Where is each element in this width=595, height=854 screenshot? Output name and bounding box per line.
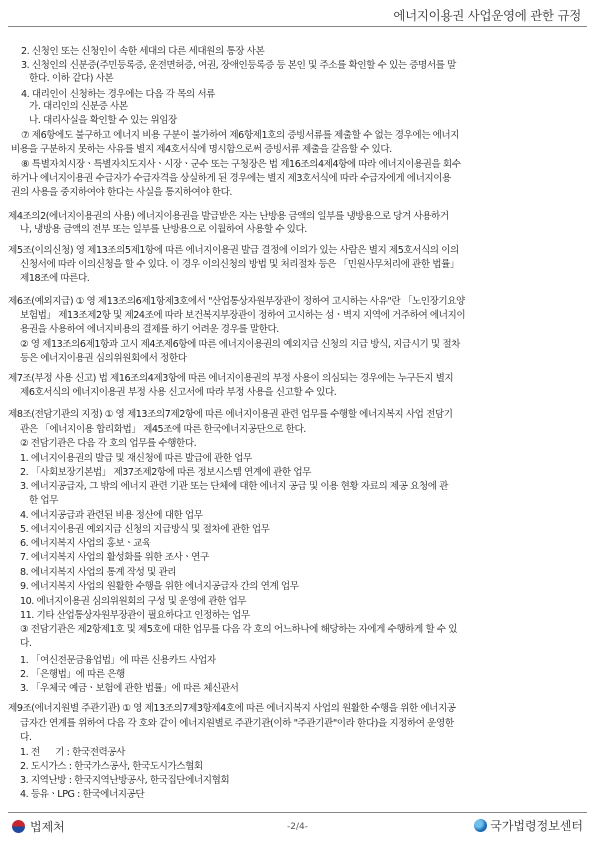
body-line: 다.: [20, 732, 32, 743]
body-line: 제6조(예외지급) ① 영 제13조의6제1항제3호에서 "산업통상자원부장관이 정하여 고시하는 사유"란 「노인장기요양: [8, 296, 465, 307]
body-line: 제7조(부정 사용 신고) 법 제16조의4제3항에 따른 에너지이용권의 부정 사용이 의심되는 경우에는 누구든지 별지: [8, 373, 454, 384]
body-line: 5. 에너지이용권 예외지급 신청의 지급방식 및 절차에 관한 업무: [20, 524, 270, 535]
body-line: 7. 에너지복지 사업의 활성화를 위한 조사ㆍ연구: [20, 552, 209, 563]
body-line: 보험법」 제13조제2항 및 제24조에 따라 보건복지부장관이 정하여 고시하는 섬ㆍ벽지 지역에 거주하여 에너지이: [20, 310, 466, 321]
body-line: 2. 「은행법」에 따른 은행: [20, 669, 125, 680]
body-line: 2. 「사회보장기본법」 제37조제2항에 따른 정보시스템 연계에 관한 업무: [20, 467, 311, 478]
body-line: 제9조(에너지원별 주관기관) ① 영 제13조의7제3항제4호에 따른 에너지복지 사업의 원활한 수행을 위한 에너지공: [8, 703, 456, 714]
body-line: 제18조에 따른다.: [20, 273, 90, 284]
body-line: ② 영 제13조의6제1항과 고시 제4조제6항에 따른 에너지이용권의 예외지급 신청의 지급 방식, 지급시기 및 절차: [20, 339, 460, 350]
globe-icon: [474, 819, 487, 832]
body-line: 4. 에너지공급과 관련된 비용 정산에 대한 업무: [20, 510, 203, 521]
body-line: ② 전담기관은 다음 각 호의 업무를 수행한다.: [20, 438, 197, 449]
body-line: 1. 전 기 : 한국전력공사: [20, 747, 125, 758]
body-line: 제8조(전담기관의 지정) ① 영 제13조의7제2항에 따른 에너지이용권 관련 업무를 수행할 에너지복지 사업 전담기: [8, 409, 453, 420]
body-line: 나, 냉방용 금액의 전부 또는 일부를 난방용으로 이월하여 사용할 수 있다.: [20, 224, 307, 235]
body-line: ⑦ 제6항에도 불구하고 에너지 비용 구분이 불가하여 제6항제1호의 증빙서류를 제출할 수 없는 경우에는 에너지: [21, 130, 460, 141]
footer-rule: [8, 812, 587, 813]
body-line: 제6호서식의 에너지이용권 부정 사용 신고서에 따라 부정 사용을 신고할 수 있다.: [20, 387, 337, 398]
document-header-title: 에너지이용권 사업운영에 관한 규정: [393, 8, 581, 23]
footer-right-label: 국가법령정보센터: [490, 819, 583, 833]
body-line: 9. 에너지복지 사업의 원활한 수행을 위한 에너지공급자 간의 연계 업무: [20, 581, 299, 592]
body-line: 제5조(이의신청) 영 제13조의5제1항에 따른 에너지이용권 발급 결정에 이의가 있는 사람은 별지 제5호서식의 이의: [8, 245, 459, 256]
body-line: 용권을 사용하여 에너지비용의 결제를 하기 어려운 경우를 말한다.: [20, 324, 279, 335]
body-line: 하거나 에너지이용권 수급자가 수급자격을 상실하게 된 경우에는 별지 제3호서식에 따라 수급자에게 에너지이용: [11, 173, 451, 184]
body-line: 급자간 연계를 위하여 다음 각 호와 같이 에너지원별로 주관기관(이하 "주관기관"이라 한다)을 지정하여 운영한: [20, 718, 454, 729]
body-line: 2. 신청인 또는 신청인이 속한 세대의 다른 세대원의 통장 사본: [21, 46, 265, 57]
body-line: 4. 등유ㆍLPG : 한국에너지공단: [20, 789, 145, 800]
body-line: 3. 지역난방 : 한국지역난방공사, 한국집단에너지협회: [20, 775, 230, 786]
body-line: 1. 「여신전문금융업법」에 따른 신용카드 사업자: [20, 655, 216, 666]
body-line: 11. 기타 산업통상자원부장관이 필요하다고 인정하는 업무: [20, 610, 250, 621]
body-line: 신청서에 따라 이의신청을 할 수 있다. 이 경우 이의신청의 방법 및 처리절차 등은 「민원사무처리에 관한 법률」: [20, 259, 460, 270]
body-line: 3. 신청인의 신분증(주민등록증, 운전면허증, 여권, 장애인등록증 등 본인 및 주소를 확인할 수 있는 증명서를 말: [21, 60, 456, 71]
body-line: 8. 에너지복지 사업의 통계 작성 및 관리: [20, 567, 177, 578]
body-line: 한다. 이하 같다) 사본: [29, 73, 114, 84]
body-line: ⑧ 특별자치시장ㆍ특별자치도지사ㆍ시장ㆍ군수 또는 구청장은 법 제16조의4제4항에 따라 에너지이용권을 회수: [21, 159, 461, 170]
body-line: 등은 에너지이용권 심의위원회에서 정한다: [20, 353, 187, 364]
body-line: 10. 에너지이용권 심의위원회의 구성 및 운영에 관한 업무: [20, 596, 247, 607]
body-line: 다.: [20, 638, 32, 649]
body-line: 2. 도시가스 : 한국가스공사, 한국도시가스협회: [20, 761, 203, 772]
body-line: 4. 대리인이 신청하는 경우에는 다음 각 목의 서류: [21, 89, 215, 100]
body-line: 한 업무: [29, 495, 59, 506]
body-line: 제4조의2(에너지이용권의 사용) 에너지이용권을 발급받은 자는 난방용 금액의 일부를 냉방용으로 당겨 사용하거: [8, 211, 449, 222]
footer-right: [474, 817, 583, 834]
body-line: 6. 에너지복지 사업의 홍보ㆍ교육: [20, 538, 151, 549]
body-line: ③ 전담기관은 제2항제1호 및 제5호에 대한 업무를 다음 각 호의 어느하나에 해당하는 자에게 수행하게 할 수 있: [20, 624, 458, 635]
body-line: 나. 대리사실을 확인할 수 있는 위임장: [29, 115, 177, 126]
page-number: -2/4-: [287, 822, 308, 832]
body-line: 관은 「에너지이용 합리화법」 제45조에 따른 한국에너지공단으로 한다.: [20, 424, 306, 435]
body-line: 가. 대리인의 신분증 사본: [29, 101, 128, 112]
body-line: 비용을 구분하지 못하는 사유를 별지 제4호서식에 명시함으로써 증빙서류 제출을 갈음할 수 있다.: [11, 144, 392, 155]
body-line: 권의 사용을 중지하여야 한다는 사실을 통지하여야 한다.: [11, 187, 233, 198]
body-line: 1. 에너지이용권의 발급 및 재신청에 따른 발급에 관한 업무: [20, 453, 252, 464]
body-line: 3. 에너지공급자, 그 밖의 에너지 관련 기관 또는 단체에 대한 에너지 공급 및 이용 현황 자료의 제공 요청에 관: [20, 481, 448, 492]
body-line: 3. 「우체국 예금ㆍ보험에 관한 법률」에 따른 체신관서: [20, 683, 239, 694]
header-rule: [8, 26, 587, 27]
footer-left-label: 법제처: [30, 820, 65, 834]
